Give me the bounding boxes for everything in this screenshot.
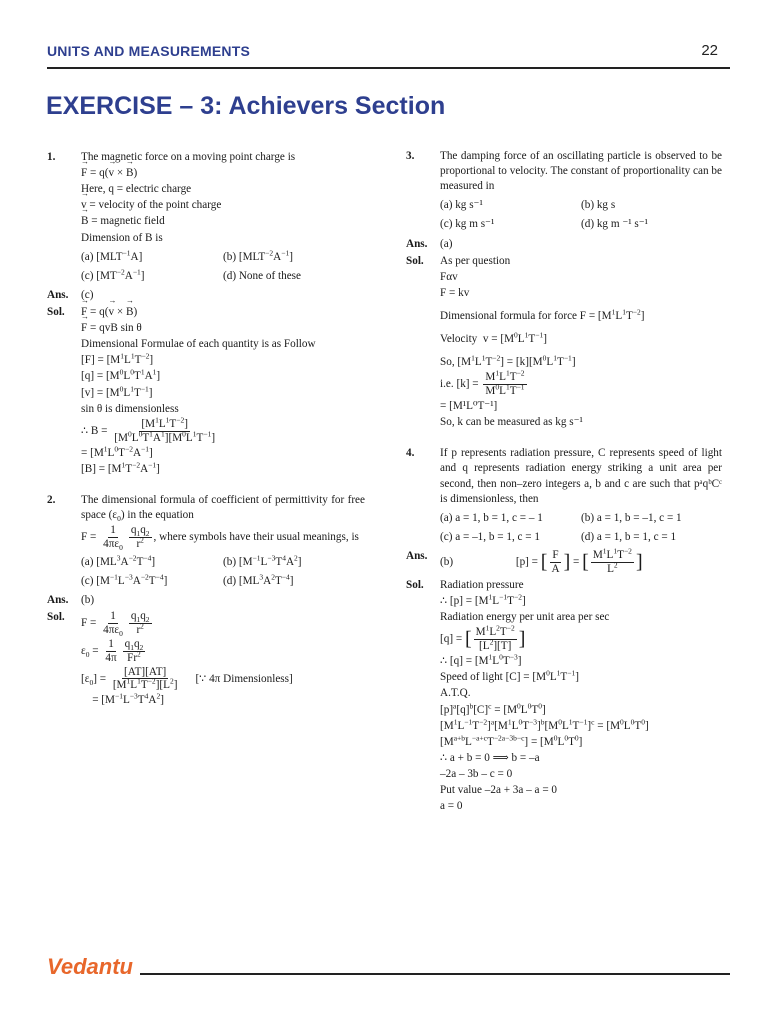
- math: → F = q(→ v × → B): [81, 166, 365, 181]
- footer-divider: [140, 973, 730, 975]
- answer-2: [47, 593, 365, 608]
- option-c: (c) $[M^{-1}L^{-3}A^{-2}T^{-4}]$: [81, 572, 168, 587]
- solution-1: Sol. → F = q(→ v × → B) → F = qvB sin θ Dimensional Formulae of each quantity is as Follow $[F] = [M^1L^1T^{-2}]$ $[q] = [M^0L^0T^1A^1]$ $[v] = [M^0L^1T^{-1}]$ sin θ is dimensionless ∴ B = $\frac{[M^1L^1T^{-2}]}{[M^0L^0T^1A^1][M^0L^1T^{-1}]}$ = $[M^1L^0T^{-2}A^{-1}]$ $[B] = [M^1T^{-2}A^{-1}]$: [47, 305, 365, 477]
- solution-label: Sol.: [406, 578, 424, 591]
- solution-2: Sol. F = $\frac{1}{4\pi\varepsilon_0}$ $\frac{q_1q_2}{r^2}$ $\varepsilon_0$ = $\frac{1}{4\pi}$ $\frac{q_1q_2}{Fr^2}$ $[\varepsilon_0]$ = $\frac{[AT][AT]}{[M^1L^1T^{-2}][L^2]}$ [∵ 4π Dimensionless] = $[M^{-1}L^{-3}T^4A^2]$: [47, 610, 293, 707]
- question-text-cont: , where symbols have their usual meanings, is: [153, 530, 359, 543]
- question-3: [406, 149, 722, 235]
- definition-b: → B = magnetic field: [81, 214, 365, 229]
- option-a: (a) $[MLT^{-1}A]$: [81, 247, 143, 263]
- question-text: The damping force of an oscillating particle is observed to be proportional to velocity. The constant of proportionality can be measured in: [440, 150, 722, 193]
- question-4: [406, 446, 722, 547]
- option-b: (b) $[M^{-1}L^{-3}T^4A^2]$: [223, 552, 302, 568]
- answer-label: Ans.: [47, 288, 69, 301]
- right-column: [406, 149, 722, 816]
- definition-v: → v = velocity of the point charge: [81, 198, 365, 213]
- question-number: 1.: [47, 151, 56, 163]
- answer-label: Ans.: [406, 237, 428, 250]
- question-2: 2. The dimensional formula of coefficient of permittivity for free space $(\varepsilon_0)$ in the equation F = $\frac{1}{4\pi\varepsilon_0}$ $\frac{q_1q_2}{r^2}$ , where symbols have their usual meanings, is (a) $[ML^3A^{-2}T^{-4}]$ (b) $[M^{-1}L^{-3}T^4A^2]$ (c) $[M^{-1}L^{-3}A^{-2}T^{-4}]$ (d) $[ML^3A^2T^{-4}]$: [47, 493, 365, 591]
- question-number: 4.: [406, 447, 415, 460]
- question-number: 2.: [47, 493, 56, 506]
- answer-label: Ans.: [47, 593, 69, 606]
- question-text: The magnetic force on a moving point charge is: [81, 151, 296, 163]
- solution-text: Dimensional Formulae of each quantity is as Follow: [81, 338, 316, 351]
- answer-value: (b): [440, 556, 454, 569]
- header-divider: [47, 67, 730, 69]
- option-c: (c) $[MT^{-2}A^{-1}]$: [81, 267, 145, 282]
- section-title: UNITS AND MEASUREMENTS: [47, 43, 250, 59]
- answer-value: (a): [440, 237, 453, 250]
- option-b: (b) $[MLT^{-2}A^{-1}]$: [223, 247, 293, 263]
- options: [440, 509, 722, 547]
- options: [81, 553, 365, 591]
- solution-label: Sol.: [406, 254, 424, 267]
- solution-label: Sol.: [47, 611, 65, 624]
- exercise-title: EXERCISE – 3: Achievers Section: [46, 92, 446, 120]
- answer-1: [47, 288, 365, 303]
- option-d: (d) kg m ⁻¹ s⁻¹: [581, 218, 648, 231]
- option-b: (b) a = 1, b = –1, c = 1: [581, 511, 682, 524]
- option-d: (d) a = 1, b = 1, c = 1: [581, 530, 677, 543]
- solution-3: Sol. As per question Fαv F = kv Dimensional formula for force $F = [M^1L^1T^{-2}]$ Velocity $v = [M^0L^1T^{-1}]$ So, $[M^1L^1T^{-2}] = [k][M^0L^1T^{-1}]$ i.e. [k] = $\frac{M^1L^1T^{-2}}{M^0L^1T^{-1}}$ = [M¹L⁰T⁻¹] So, k can be measured as kg s⁻¹: [406, 254, 645, 429]
- options: [81, 248, 365, 286]
- option-a: (a) $[ML^3A^{-2}T^{-4}]$: [81, 552, 156, 568]
- definition-q: Here, q = electric charge: [81, 183, 192, 196]
- option-b: (b) kg s: [581, 199, 616, 212]
- option-a: (a) a = 1, b = 1, c = – 1: [440, 511, 543, 524]
- left-column: [47, 149, 365, 710]
- option-c: (c) kg m s⁻¹: [440, 218, 495, 231]
- answer-value: (c): [81, 288, 94, 301]
- question-number: 3.: [406, 150, 415, 162]
- vedantu-logo: Vedantu: [47, 954, 133, 979]
- question-text: The dimensional formula of coefficient of permittivity for free space $(\varepsilon_0)$ in the equation: [81, 493, 365, 524]
- dim-prompt: Dimension of B is: [81, 231, 163, 244]
- answer-3: [406, 237, 722, 252]
- options: [440, 196, 722, 234]
- question-1: [47, 150, 365, 286]
- page-number: 22: [701, 42, 718, 59]
- option-d: (d) $[ML^3A^2T^{-4}]$: [223, 572, 294, 587]
- answer-value: (b): [81, 593, 95, 606]
- solution-label: Sol.: [47, 305, 65, 318]
- option-a: (a) kg s⁻¹: [440, 199, 483, 212]
- answer-label: Ans.: [406, 549, 428, 562]
- solution-4: Sol. Radiation pressure ∴ $[p] = [M^1L^{-1}T^{-2}]$ Radiation energy per unit area per sec [q] = [ $\frac{M^1L^2T^{-2}}{[L^2][T]}$ ] ∴ $[q] = [M^1L^0T^{-3}]$ Speed of light $[C] = [M^0L^1T^{-1}]$ A.T.Q. $[p]^a[q]^b[C]^c = [M^0L^0T^0]$ $[M^1L^{-1}T^{-2}]^a[M^1L^0T^{-3}]^b[M^0L^1T^{-1}]^c = [M^0L^0T^0]$ $[M^{a+b}L^{-a+c}T^{-2a-3b-c}] = [M^0L^0T^0]$ ∴ a + b = 0 ⟹ b = –a –2a – 3b – c = 0 Put value –2a + 3a – a = 0 a = 0: [406, 578, 649, 813]
- option-d: (d) None of these: [223, 269, 301, 282]
- option-c: (c) a = –1, b = 1, c = 1: [440, 530, 541, 543]
- question-text: If p represents radiation pressure, C represents speed of light and q represents radiation energy striking a unit area per second, then non–zero integers a, b and c are such that pᵃqᵇCᶜ is dimensionless, then: [440, 447, 722, 505]
- note: [∵ 4π Dimensionless]: [195, 672, 293, 685]
- solution-text: is dimensionless: [105, 402, 179, 415]
- answer-4: Ans. (b) [p] = [ $\frac{F}{A}$ ] = [ $\frac{M^1L^1T^{-2}}{L^2}$ ]: [406, 546, 643, 575]
